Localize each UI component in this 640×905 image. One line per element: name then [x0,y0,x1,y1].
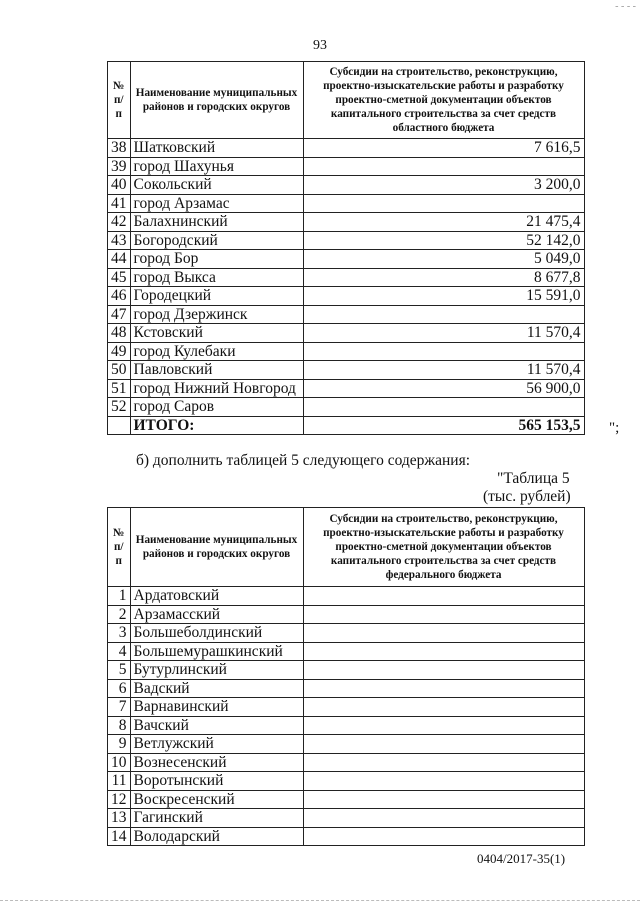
row-name: Кстовский [130,324,303,343]
closing-quote: "; [609,420,620,436]
row-name: Воскресенский [130,790,303,809]
row-number: 41 [108,194,131,213]
row-value [303,194,584,213]
row-value [303,624,584,643]
row-value [303,398,584,417]
table-row [108,772,585,791]
row-value: 56 900,0 [303,379,584,398]
row-value [303,735,584,754]
row-value [303,772,584,791]
page-number: 93 [313,38,327,53]
header-name: Наименование муниципальных районов и городских округов [130,508,303,587]
row-number: 47 [108,305,131,324]
table-body [108,587,585,846]
row-number: 5 [108,661,131,680]
table-row [108,361,585,380]
table-body [108,139,585,435]
row-value: 11 570,4 [303,361,584,380]
table-row [108,587,585,606]
row-value [303,790,584,809]
row-value [303,587,584,606]
table-row [108,194,585,213]
row-value [303,809,584,828]
row-number: 2 [108,605,131,624]
total-value: 565 153,5 [303,416,584,435]
row-number: 42 [108,213,131,232]
row-name: Большеболдинский [130,624,303,643]
table-row [108,735,585,754]
row-name: Сокольский [130,176,303,195]
table-row [108,827,585,846]
row-name: город Арзамас [130,194,303,213]
row-name: город Кулебаки [130,342,303,361]
table-row [108,605,585,624]
table-row [108,157,585,176]
total-empty-cell [108,416,131,435]
row-value [303,679,584,698]
row-number: 3 [108,624,131,643]
row-name: Балахнинский [130,213,303,232]
header-no: № п/п [108,508,131,587]
row-value: 5 049,0 [303,250,584,269]
row-number: 40 [108,176,131,195]
row-name: Вознесенский [130,753,303,772]
row-name: Шатковский [130,139,303,158]
row-value [303,716,584,735]
total-row [108,416,585,435]
table-row [108,305,585,324]
row-name: город Саров [130,398,303,417]
row-number: 45 [108,268,131,287]
row-value [303,642,584,661]
row-name: Павловский [130,361,303,380]
row-value: 3 200,0 [303,176,584,195]
table-row [108,753,585,772]
table-row [108,176,585,195]
table-row [108,213,585,232]
row-value: 8 677,8 [303,268,584,287]
table-row [108,624,585,643]
header-value: Субсидии на строительство, реконструкцию, проектно-изыскательские работы и разработку проектно-сметной документации объектов капитального строительства за счет средств федерального бюджета [303,508,584,587]
row-number: 7 [108,698,131,717]
row-name: Арзамасский [130,605,303,624]
row-value [303,827,584,846]
row-name: город Нижний Новгород [130,379,303,398]
table-row [108,379,585,398]
instruction-text: б) дополнить таблицей 5 следующего содержания: [136,452,471,469]
row-value: 15 591,0 [303,287,584,306]
row-value: 52 142,0 [303,231,584,250]
table-row [108,398,585,417]
page-edge-line [0,900,640,901]
row-number: 52 [108,398,131,417]
table-regional-subsidies [107,61,585,435]
table-row [108,324,585,343]
table-federal-subsidies [107,507,585,846]
table-row [108,790,585,809]
row-number: 11 [108,772,131,791]
row-number: 10 [108,753,131,772]
row-number: 8 [108,716,131,735]
row-value [303,753,584,772]
row-number: 13 [108,809,131,828]
table-caption: "Таблица 5 [497,470,570,487]
row-number: 44 [108,250,131,269]
row-name: Воротынский [130,772,303,791]
row-name: Бутурлинский [130,661,303,680]
row-number: 4 [108,642,131,661]
row-number: 12 [108,790,131,809]
row-number: 39 [108,157,131,176]
row-name: Городецкий [130,287,303,306]
units-label: (тыс. рублей) [483,488,571,505]
document-code: 0404/2017-35(1) [477,851,566,866]
row-number: 14 [108,827,131,846]
row-name: Володарский [130,827,303,846]
table-row [108,716,585,735]
table-row [108,342,585,361]
table-row [108,268,585,287]
table-row [108,250,585,269]
row-value: 7 616,5 [303,139,584,158]
row-number: 38 [108,139,131,158]
row-value: 11 570,4 [303,324,584,343]
row-number: 51 [108,379,131,398]
row-number: 1 [108,587,131,606]
row-name: Вадский [130,679,303,698]
header-name: Наименование муниципальных районов и городских округов [130,62,303,139]
table-row [108,287,585,306]
total-label: ИТОГО: [130,416,303,435]
row-number: 6 [108,679,131,698]
row-name: город Бор [130,250,303,269]
table-row [108,642,585,661]
table-row [108,139,585,158]
row-value [303,342,584,361]
table-row [108,809,585,828]
row-name: Богородский [130,231,303,250]
row-name: город Выкса [130,268,303,287]
corner-mark: - - - - [615,1,636,12]
table-row [108,698,585,717]
row-number: 46 [108,287,131,306]
row-name: Варнавинский [130,698,303,717]
row-value [303,698,584,717]
header-no: № п/п [108,62,131,139]
row-number: 43 [108,231,131,250]
table-row [108,679,585,698]
row-name: Гагинский [130,809,303,828]
row-value [303,157,584,176]
row-value: 21 475,4 [303,213,584,232]
row-name: город Шахунья [130,157,303,176]
row-number: 9 [108,735,131,754]
row-name: Ардатовский [130,587,303,606]
row-value [303,605,584,624]
row-number: 49 [108,342,131,361]
row-name: Большемурашкинский [130,642,303,661]
table-row [108,661,585,680]
row-number: 48 [108,324,131,343]
table-header-row [108,508,585,587]
header-value: Субсидии на строительство, реконструкцию, проектно-изыскательские работы и разработку проектно-сметной документации объектов капитального строительства за счет средств областного бюджета [303,62,584,139]
row-name: Ветлужский [130,735,303,754]
table-row [108,231,585,250]
row-name: Вачский [130,716,303,735]
row-name: город Дзержинск [130,305,303,324]
row-value [303,661,584,680]
row-value [303,305,584,324]
table-header-row [108,62,585,139]
row-number: 50 [108,361,131,380]
